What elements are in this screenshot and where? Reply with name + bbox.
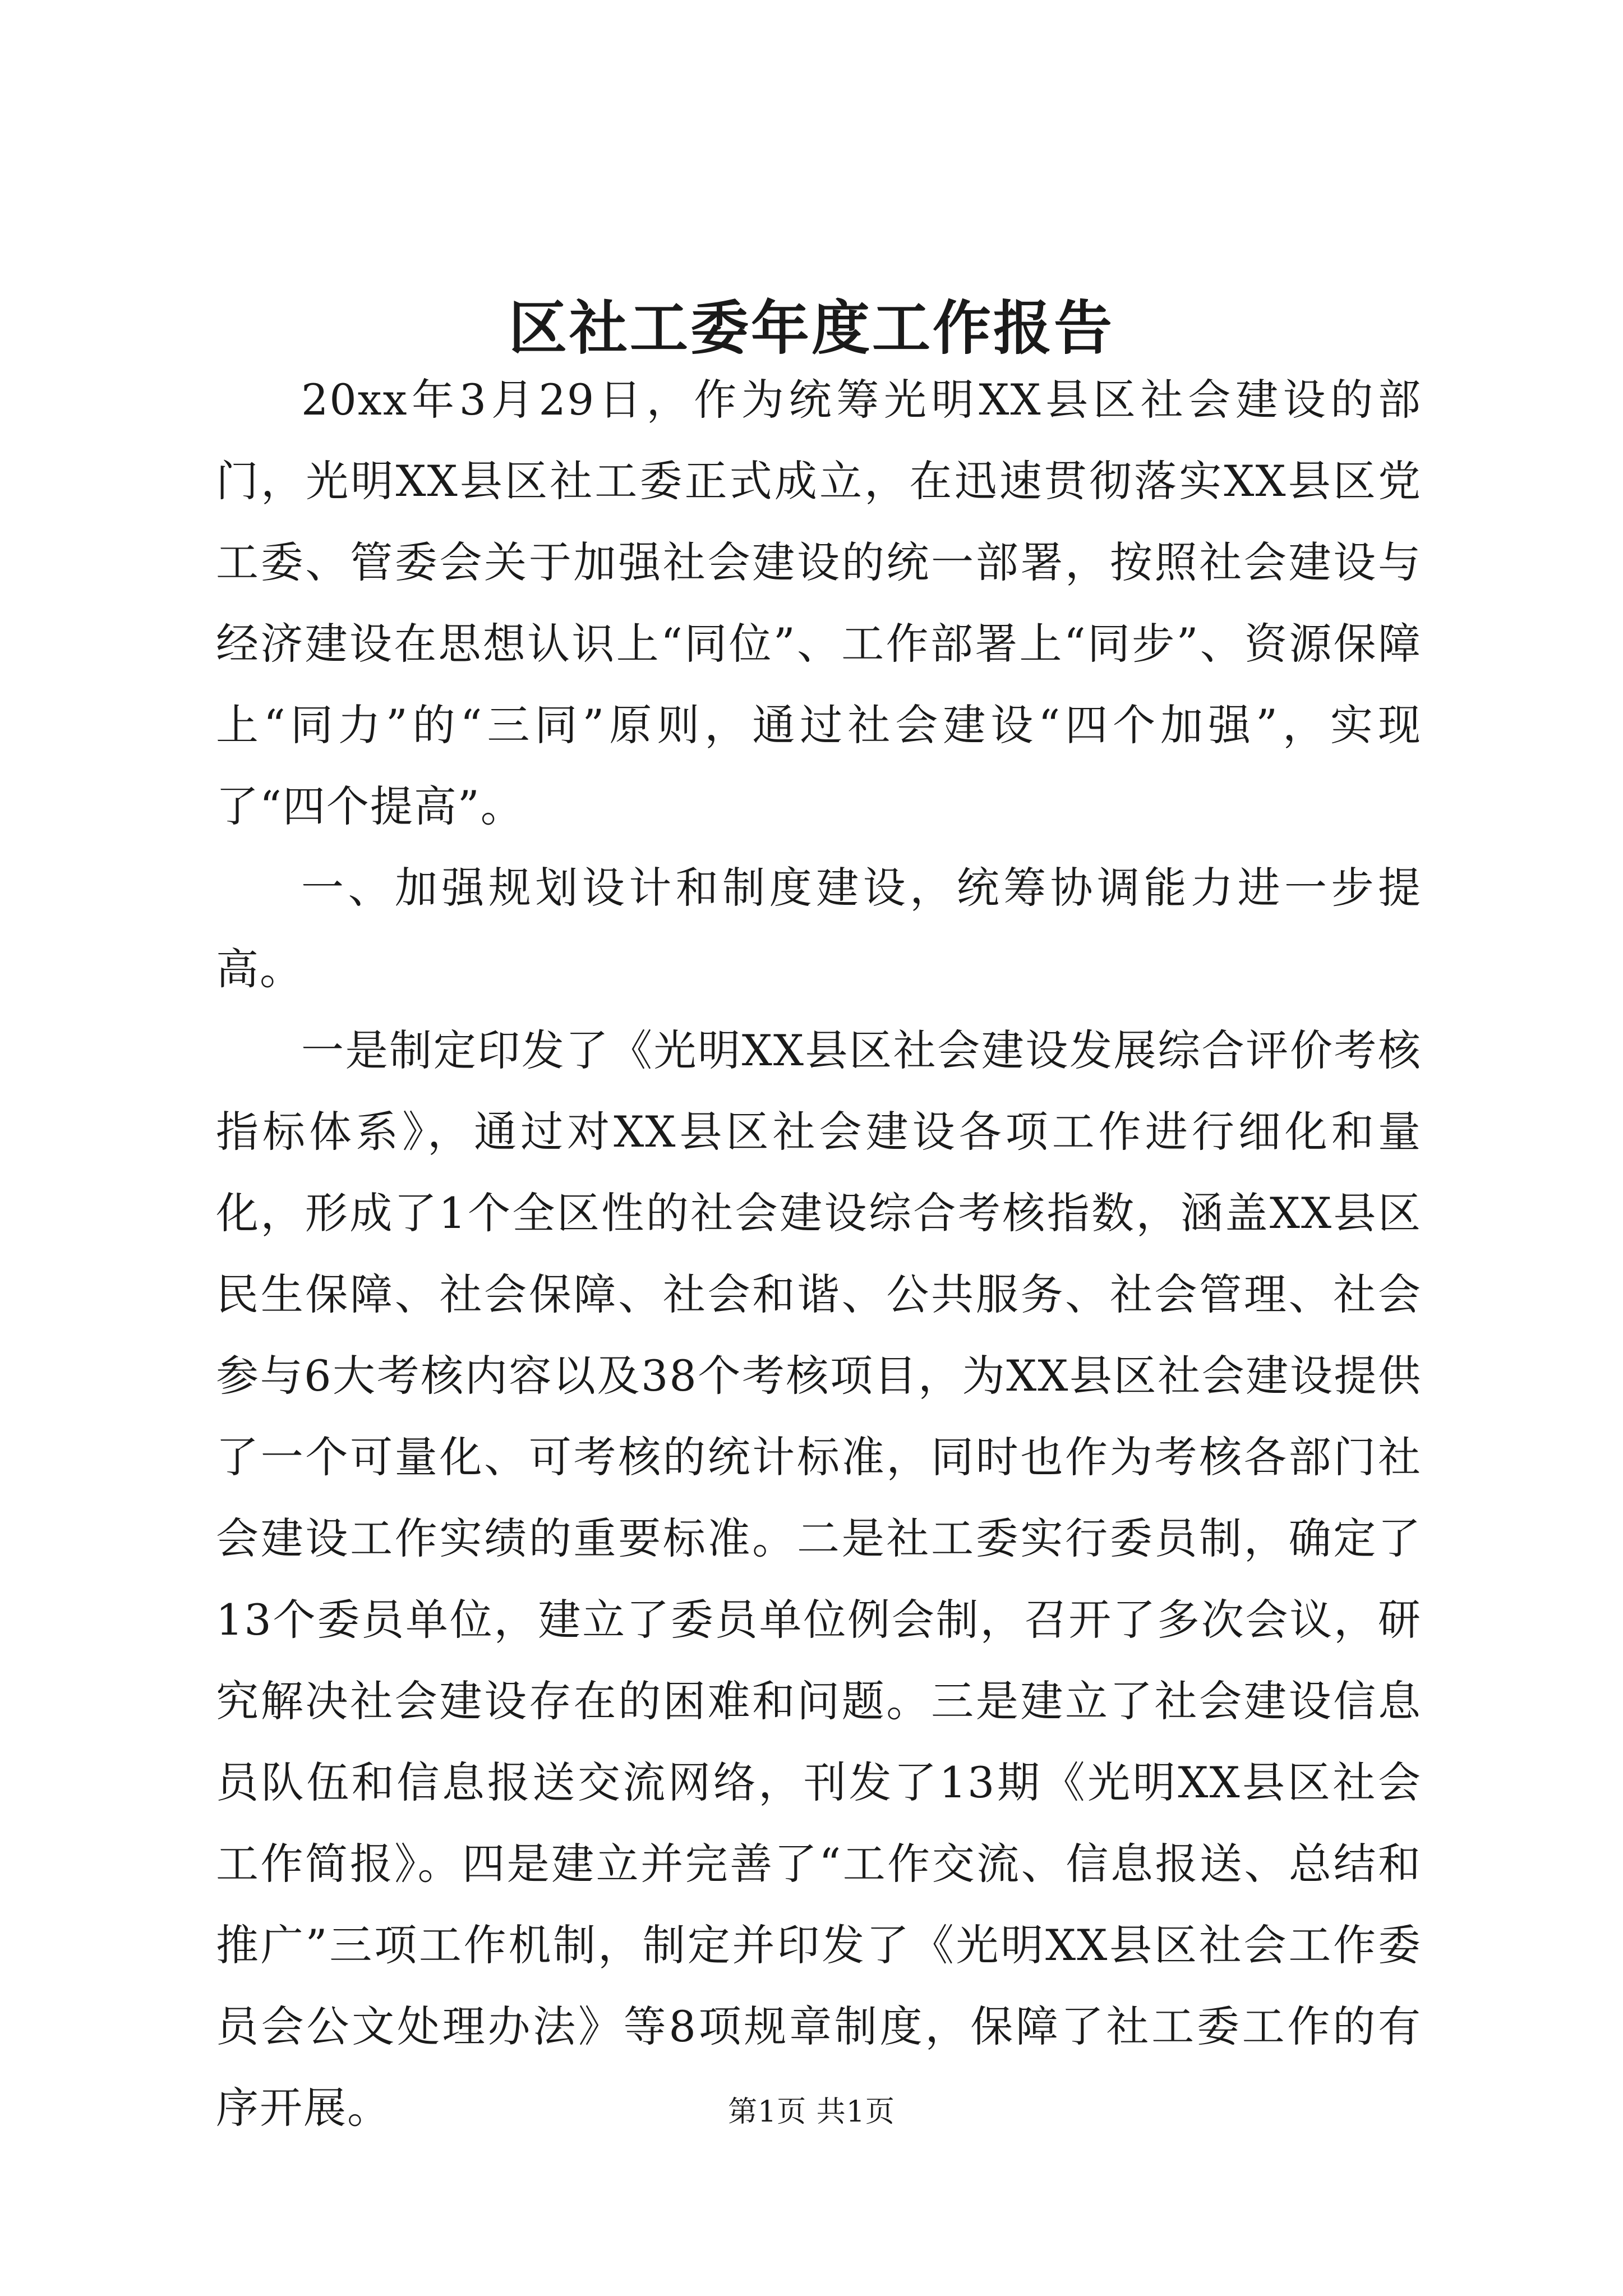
page-footer: 第1页 共1页 [728, 2095, 895, 2129]
paragraph-details: 一是制定印发了《光明XX县区社会建设发展综合评价考核指标体系》，通过对XX县区社会建设各项工作进行细化和量化，形成了1个全区性的社会建设综合考核指数，涵盖XX县区民生保障、社会保障、社会和谐、公共服务、社会管理、社会参与6大考核内容以及38个考核项目，为XX县区社会建设提供了一个可量化、可考核的统计标准，同时也作为考核各部门社会建设工作实绩的重要标准。二是社工委实行委员制，确定了13个委员单位，建立了委员单位例会制，召开了多次会议，研究解决社会建设存在的困难和问题。三是建立了社会建设信息员队伍和信息报送交流网络，刊发了13期《光明XX县区社会工作简报》。四是建立并完善了“工作交流、信息报送、总结和推广”三项工作机制，制定并印发了《光明XX县区社会工作委员会公文处理办法》等8项规章制度，保障了社工委工作的有序开展。 [216, 1025, 1422, 2133]
document-title: 区社工委年度工作报告 [508, 293, 1114, 362]
document-body [216, 359, 1422, 2148]
paragraph-intro: 20xx年3月29日，作为统筹光明XX县区社会建设的部门，光明XX县区社工委正式成立，在迅速贯彻落实XX县区党工委、管委会关于加强社会建设的统一部署，按照社会建设与经济建设在思想认识上“同位”、工作部署上“同步”、资源保障上“同力”的“三同”原则，通过社会建设“四个加强”，实现了“四个提高”。 [216, 375, 1422, 831]
paragraph-section-heading: 一、加强规划设计和制度建设，统筹协调能力进一步提高。 [216, 863, 1422, 994]
